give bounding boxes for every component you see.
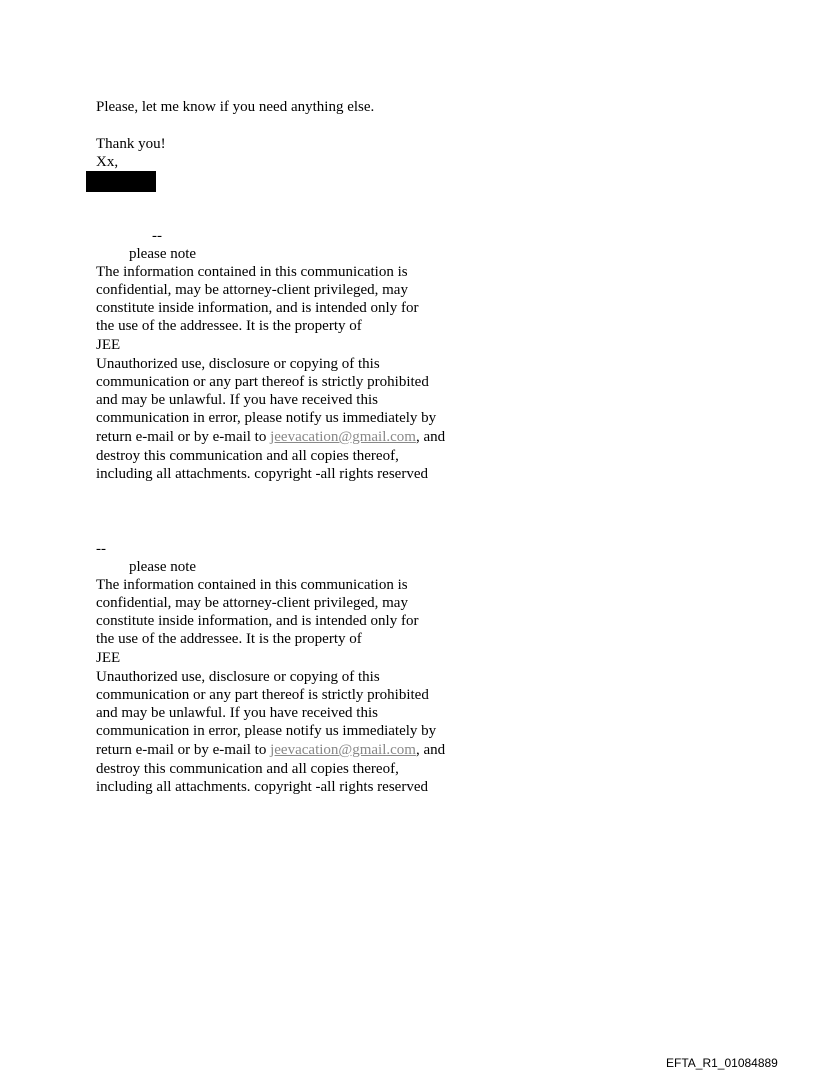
thanks-line: Thank you! — [96, 136, 166, 152]
notice1-line: constitute inside information, and is intended only for — [96, 300, 419, 316]
notice1-email-link[interactable]: jeevacation@gmail.com — [270, 429, 416, 445]
notice2-line: Unauthorized use, disclosure or copying of this — [96, 669, 380, 685]
notice1-line: Unauthorized use, disclosure or copying of this — [96, 356, 380, 372]
notice1-line: JEE — [96, 337, 121, 353]
notice2-line: including all attachments. copyright -all rights reserved — [96, 779, 428, 795]
notice2-email-link[interactable]: jeevacation@gmail.com — [270, 742, 416, 758]
notice2-line: JEE — [96, 650, 121, 666]
notice1-line: and may be unlawful. If you have received this — [96, 392, 378, 408]
notice1-line: The information contained in this communication is — [96, 264, 408, 280]
notice2-line: communication in error, please notify us immediately by — [96, 723, 437, 739]
notice1-line: confidential, may be attorney-client privileged, may — [96, 282, 408, 298]
redaction-box — [86, 171, 156, 192]
notice2-email-suffix: , and — [415, 742, 446, 758]
notice1-line: destroy this communication and all copies thereof, — [96, 448, 399, 464]
notice1-line: communication in error, please notify us immediately by — [96, 410, 437, 426]
notice2-line: destroy this communication and all copies thereof, — [96, 761, 399, 777]
notice2-heading: please note — [129, 559, 197, 575]
notice1-line: communication or any part thereof is strictly prohibited — [96, 374, 429, 390]
notice2-email-prefix: return e-mail or by e-mail to — [96, 742, 271, 758]
notice2-dashes: -- — [96, 541, 106, 557]
notice2-line: the use of the addressee. It is the property of — [96, 631, 362, 647]
notice1-email-suffix: , and — [415, 429, 446, 445]
notice1-line: the use of the addressee. It is the property of — [96, 318, 362, 334]
notice2-line: confidential, may be attorney-client privileged, may — [96, 595, 408, 611]
notice1-line: including all attachments. copyright -all rights reserved — [96, 466, 428, 482]
notice1-email-line — [96, 428, 445, 446]
notice2-line: The information contained in this communication is — [96, 577, 408, 593]
notice1-email-prefix: return e-mail or by e-mail to — [96, 429, 271, 445]
closing-request: Please, let me know if you need anything else. — [96, 99, 375, 115]
signoff-line: Xx, — [96, 154, 119, 170]
notice1-heading: please note — [129, 246, 197, 262]
document-id: EFTA_R1_01084889 — [666, 1056, 778, 1070]
notice2-line: communication or any part thereof is strictly prohibited — [96, 687, 429, 703]
notice2-line: and may be unlawful. If you have received this — [96, 705, 378, 721]
notice1-dashes: -- — [152, 228, 162, 244]
notice2-email-line — [96, 741, 445, 759]
notice2-line: constitute inside information, and is intended only for — [96, 613, 419, 629]
